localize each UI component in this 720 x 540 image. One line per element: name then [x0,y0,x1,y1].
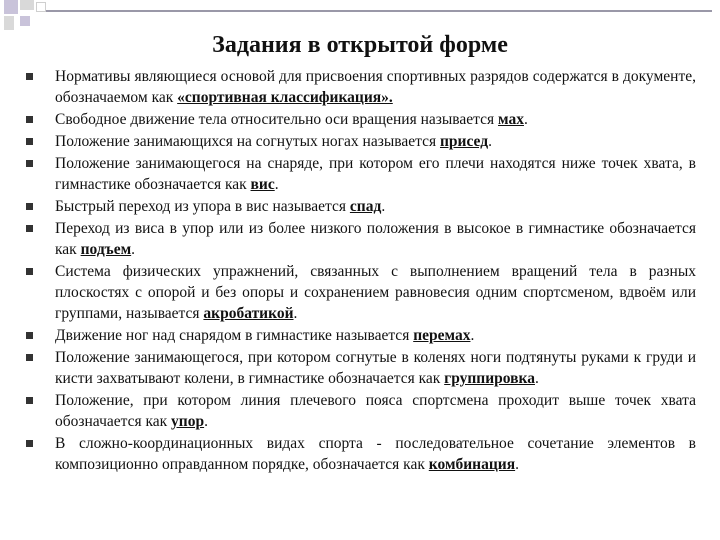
list-item: Переход из виса в упор или из более низкого положения в высокое в гимнастике обозначается как подъем. [24,218,696,260]
list-item: Быстрый переход из упора в вис называется спад. [24,196,696,217]
list-item: Положение занимающегося, при котором согнутые в коленях ноги подтянуты руками к груди и кисти захватывают колени, в гимнастике обозначается как группировка. [24,347,696,389]
answer: упор [171,413,205,430]
answer: спад [349,198,382,215]
deco-square [4,16,14,30]
answer: подъем [80,241,132,258]
bullet-icon [26,354,33,361]
list-item: Положение занимающегося на снаряде, при котором его плечи находятся ниже точек хвата, в гимнастике обозначается как вис. [24,153,696,195]
task-list [24,66,696,476]
list-item: В сложно-координационных видах спорта - последовательное сочетание элементов в композиционно оправданном порядке, обозначается как комбинация. [24,433,696,475]
page-title: Задания в открытой форме [212,32,508,58]
deco-square [20,0,34,10]
bullet-icon [26,73,33,80]
list-item: Нормативы являющиеся основой для присвоения спортивных разрядов содержатся в документе, обозначаемом как «спортивная классификация». [24,66,696,108]
answer: «спортивная классификация». [177,89,393,106]
bullet-icon [26,397,33,404]
deco-square [36,2,46,12]
bullet-icon [26,225,33,232]
list-item: Свободное движение тела относительно оси вращения называется мах. [24,109,696,130]
bullet-icon [26,332,33,339]
bullet-icon [26,440,33,447]
answer: вис [250,176,275,193]
list-item: Движение ног над снарядом в гимнастике называется перемах. [24,325,696,346]
answer: группировка [444,370,535,387]
answer: перемах [413,327,471,344]
answer: комбинация [428,456,516,473]
answer: присед [439,133,489,150]
list-item: Положение, при котором линия плечевого пояса спортсмена проходит выше точек хвата обозначается как упор. [24,390,696,432]
answer: акробатикой [203,305,294,322]
header-rule [46,10,712,12]
bullet-icon [26,203,33,210]
list-item: Система физических упражнений, связанных с выполнением вращений тела в разных плоскостях с опорой и без опоры и сохранением равновесия одним спортсменом, вдвоём или группами, называется акробатикой. [24,261,696,324]
deco-square [4,0,18,14]
bullet-icon [26,268,33,275]
deco-square [20,16,30,26]
bullet-icon [26,116,33,123]
answer: мах [498,111,524,128]
bullet-icon [26,160,33,167]
bullet-icon [26,138,33,145]
list-item: Положение занимающихся на согнутых ногах называется присед. [24,131,696,152]
